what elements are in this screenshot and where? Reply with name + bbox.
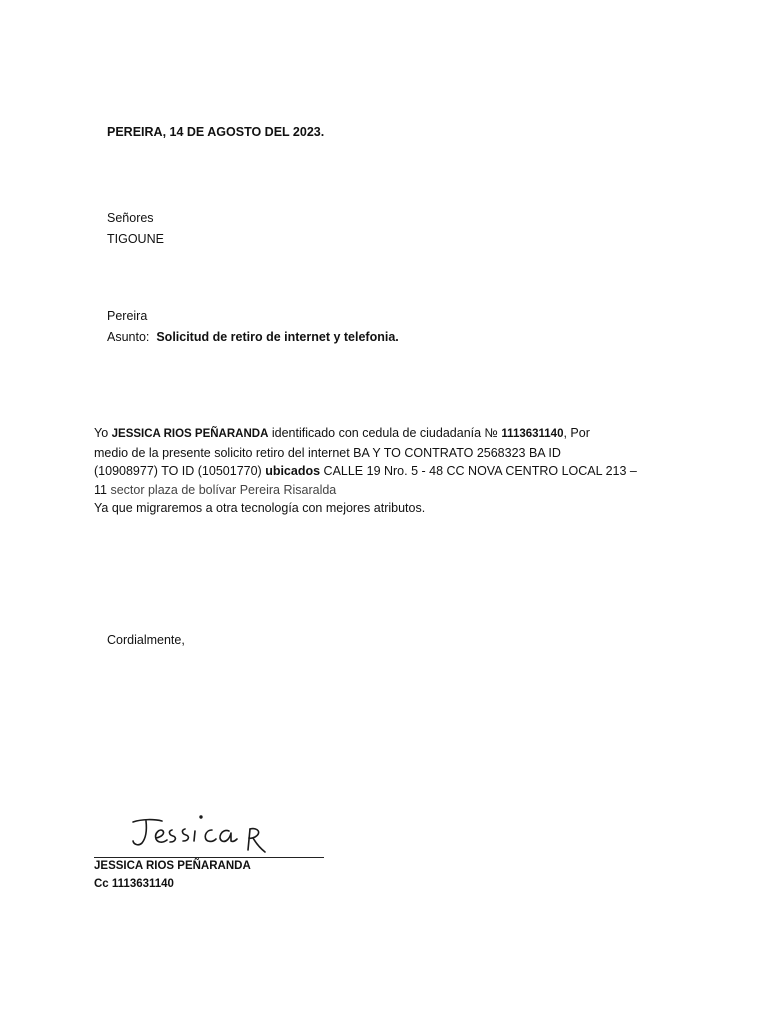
body-line-3-bold: ubicados <box>265 464 321 478</box>
sender-id-number: 1113631140 <box>501 428 564 440</box>
body-line-3-suffix: CALLE 19 Nro. 5 - 48 CC NOVA CENTRO LOCAL 213 – <box>320 464 637 478</box>
signer-id: Cc 1113631140 <box>94 878 174 890</box>
body-line-4-suffix: sector plaza de bolívar Pereira Risaralda <box>110 482 337 497</box>
body-line-1-prefix: Yo <box>94 426 112 440</box>
recipient-salutation: Señores <box>107 211 154 225</box>
body-line-4 <box>94 481 674 500</box>
body-line-1-suffix: , Por <box>563 426 590 440</box>
date-line: PEREIRA, 14 DE AGOSTO DEL 2023. <box>107 125 325 139</box>
body-line-3 <box>94 462 674 481</box>
signer-name: JESSICA RIOS PEÑARANDA <box>94 860 251 872</box>
subject-text: Solicitud de retiro de internet y telefonia. <box>156 330 399 344</box>
closing-line: Cordialmente, <box>107 633 185 647</box>
subject-line <box>107 329 399 345</box>
body-line-5: Ya que migraremos a otra tecnología con mejores atributos. <box>94 501 426 515</box>
recipient-company: TIGOUNE <box>107 232 164 246</box>
body-line-3-prefix: (10908977) TO ID (10501770) <box>94 464 266 478</box>
body-line-2: medio de la presente solicito retiro del internet BA Y TO CONTRATO 2568323 BA ID <box>94 445 561 460</box>
subject-label: Asunto: <box>107 330 150 344</box>
body-line-1-middle: identificado con cedula de ciudadanía № <box>268 426 502 440</box>
city-line: Pereira <box>107 309 148 323</box>
sender-name: JESSICA RIOS PEÑARANDA <box>111 428 269 440</box>
body-line-4-prefix: 11 <box>94 482 111 497</box>
handwritten-signature <box>100 808 330 860</box>
signature-drawing <box>100 808 330 860</box>
letter-body <box>94 424 674 518</box>
body-line-1 <box>94 424 674 444</box>
